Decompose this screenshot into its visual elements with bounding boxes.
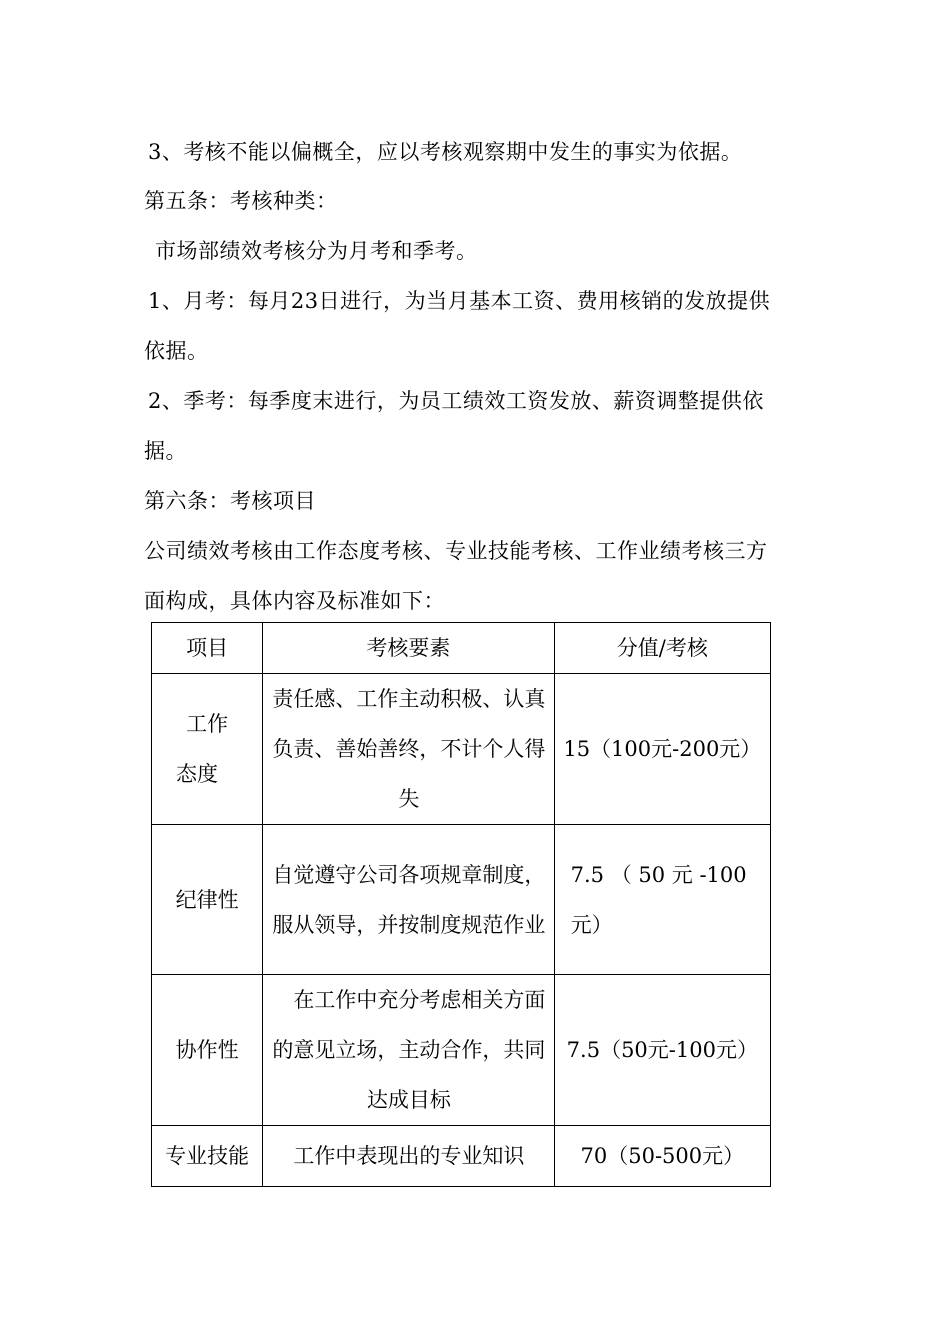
assessment-table xyxy=(151,622,771,1187)
table-row xyxy=(152,674,771,825)
paragraph-assessment-rule-3: 3、考核不能以偏概全，应以考核观察期中发生的事实为依据。 xyxy=(148,140,743,164)
table-cell-score: 70（50-500元） xyxy=(554,1126,770,1187)
table-cell-item xyxy=(152,674,263,825)
table-header-item: 项目 xyxy=(152,623,263,674)
score-text: 7.5 （ 50 元 -100元） xyxy=(570,862,747,937)
paragraph-assessment-types: 市场部绩效考核分为月考和季考。 xyxy=(155,239,478,263)
table-cell-item: 协作性 xyxy=(152,975,263,1126)
paragraph-quarterly-assessment-line1: 2、季考：每季度末进行，为员工绩效工资发放、薪资调整提供依 xyxy=(148,389,764,413)
paragraph-monthly-assessment-line1: 1、月考：每月23日进行，为当月基本工资、费用核销的发放提供 xyxy=(148,289,771,313)
item-line: 态度 xyxy=(176,762,218,786)
table-cell-score: 7.5（50元-100元） xyxy=(554,975,770,1126)
paragraph-assessment-composition-line2: 面构成，具体内容及标准如下： xyxy=(144,589,445,613)
table-cell-score: 15（100元-200元） xyxy=(554,674,770,825)
table-cell-item: 纪律性 xyxy=(152,825,263,975)
table-header-element: 考核要素 xyxy=(263,623,554,674)
paragraph-monthly-assessment-line2: 依据。 xyxy=(144,339,209,363)
item-line: 工作 xyxy=(186,712,229,736)
paragraph-quarterly-assessment-line2: 据。 xyxy=(144,439,187,463)
table-row xyxy=(152,975,771,1126)
table-cell-item: 专业技能 xyxy=(152,1126,263,1187)
table-cell-score xyxy=(554,825,770,975)
table-header-row xyxy=(152,623,771,674)
paragraph-assessment-composition-line1: 公司绩效考核由工作态度考核、专业技能考核、工作业绩考核三方 xyxy=(144,539,768,563)
section-heading-article-5: 第五条：考核种类： xyxy=(144,189,338,213)
table-cell-element: 在工作中充分考虑相关方面的意见立场，主动合作，共同达成目标 xyxy=(263,975,554,1126)
table-cell-element: 自觉遵守公司各项规章制度，服从领导，并按制度规范作业 xyxy=(263,825,554,975)
section-heading-article-6: 第六条：考核项目 xyxy=(144,489,316,513)
table-row xyxy=(152,1126,771,1187)
table-cell-element: 责任感、工作主动积极、认真负责、善始善终，不计个人得失 xyxy=(263,674,554,825)
table-cell-element: 工作中表现出的专业知识 xyxy=(263,1126,554,1187)
table-header-score: 分值/考核 xyxy=(554,623,770,674)
table-row xyxy=(152,825,771,975)
